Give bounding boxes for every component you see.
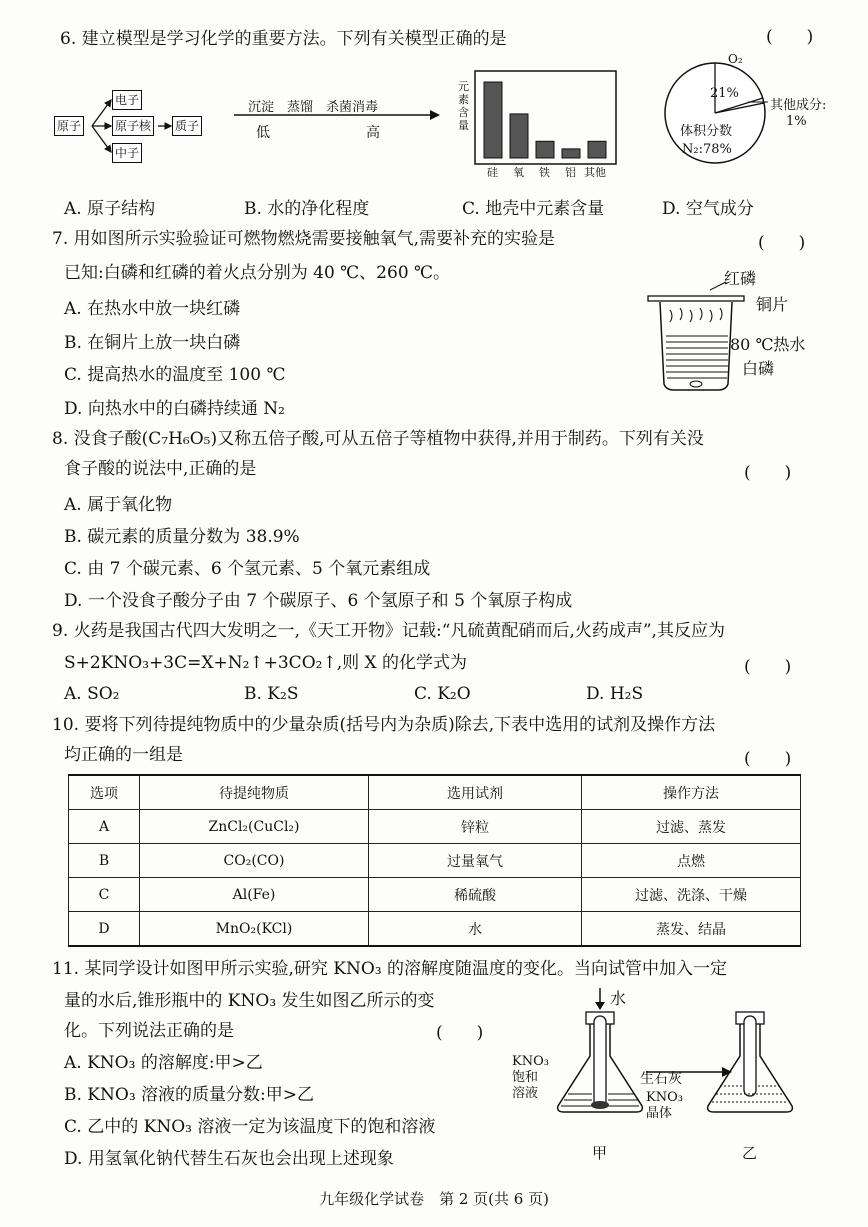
q8-option-d: D. 一个没食子酸分子由 7 个碳原子、6 个氢原子和 5 个氧原子构成: [64, 591, 573, 611]
kno3-solution-line: 溶液: [512, 1086, 539, 1101]
purify-low: 低: [256, 125, 270, 141]
red-p-label: 红磷: [724, 269, 757, 288]
proton-box: 质子: [172, 116, 202, 136]
table-row: [69, 912, 801, 947]
table-cell: 蒸发、结晶: [582, 912, 801, 947]
table-header: 选用试剂: [369, 775, 582, 810]
q11-stem-line1: 11. 某同学设计如图甲所示实验,研究 KNO₃ 的溶解度随温度的变化。当向试管中加入一定: [52, 959, 727, 979]
q7-option-b: B. 在铜片上放一块白磷: [64, 333, 241, 353]
crust-category-label: 硅: [487, 166, 498, 179]
crust-bar: [510, 114, 528, 158]
q11-option-a: A. KNO₃ 的溶解度:甲>乙: [64, 1053, 263, 1073]
table-cell: 过滤、蒸发: [582, 810, 801, 844]
q10-answer-paren: ( ): [744, 749, 792, 769]
purify-arrow: [232, 108, 442, 122]
table-cell: 稀硫酸: [369, 878, 582, 912]
flask-yi-label: 乙: [742, 1144, 758, 1162]
q10-stem-line1: 10. 要将下列待提纯物质中的少量杂质(括号内为杂质)除去,下表中选用的试剂及操作方法: [52, 715, 716, 735]
q9-option-a: A. SO₂: [64, 684, 120, 704]
white-p-label: 白磷: [742, 359, 775, 378]
lime-label: 生石灰: [640, 1071, 682, 1087]
table-cell: A: [69, 810, 140, 844]
table-header-row: [69, 775, 801, 810]
q10-options-table: [68, 774, 801, 947]
q7-known: 已知:白磷和红磷的着火点分别为 40 ℃、260 ℃。: [64, 263, 451, 283]
purify-steps: 沉淀 蒸馏 杀菌消毒: [248, 100, 379, 115]
atom-arrows: [0, 0, 240, 180]
o2-pct: 21%: [710, 86, 739, 101]
atom-box: 原子: [54, 116, 84, 136]
copper-label: 铜片: [756, 295, 789, 314]
table-cell: C: [69, 878, 140, 912]
flask-drawing: [550, 986, 850, 1132]
page-footer: 九年级化学试卷 第 2 页(共 6 页): [319, 1190, 549, 1208]
kno3-solution-line: 饱和: [512, 1070, 539, 1085]
q8-stem-line2: 食子酸的说法中,正确的是: [64, 459, 257, 479]
nucleus-box: 原子核: [112, 116, 154, 136]
q11-option-d: D. 用氢氧化钠代替生石灰也会出现上述现象: [64, 1149, 394, 1169]
q11-option-c: C. 乙中的 KNO₃ 溶液一定为该温度下的饱和溶液: [64, 1117, 436, 1137]
flask-jia-label: 甲: [592, 1144, 608, 1162]
table-cell: B: [69, 844, 140, 878]
electron-box: 电子: [112, 90, 142, 110]
table-cell: MnO₂(KCl): [140, 912, 369, 947]
crust-category-label: 氧: [513, 166, 524, 179]
table-header: 选项: [69, 775, 140, 810]
q6-option-c: C. 地壳中元素含量: [462, 199, 605, 219]
q8-option-b: B. 碳元素的质量分数为 38.9%: [64, 527, 300, 547]
q7-stem: 7. 用如图所示实验验证可燃物燃烧需要接触氧气,需要补充的实验是: [52, 229, 556, 249]
table-cell: 过滤、洗涤、干燥: [582, 878, 801, 912]
table-header: 待提纯物质: [140, 775, 369, 810]
table-cell: Al(Fe): [140, 878, 369, 912]
q8-option-c: C. 由 7 个碳元素、6 个氢元素、5 个氧元素组成: [64, 559, 431, 579]
purify-high: 高: [366, 125, 380, 141]
q11-answer-paren: ( ): [436, 1023, 484, 1043]
crust-bar: [562, 149, 580, 158]
q6-option-a: A. 原子结构: [64, 199, 156, 219]
q6-option-d: D. 空气成分: [662, 199, 754, 219]
crust-bar: [484, 82, 502, 158]
crystal-line: KNO₃: [646, 1090, 683, 1105]
q7-option-a: A. 在热水中放一块红磷: [64, 299, 241, 319]
other-pct: 1%: [786, 114, 807, 129]
pie-center-label: 体积分数: [680, 124, 733, 139]
q11-stem-line2: 量的水后,锥形瓶中的 KNO₃ 发生如图乙所示的变: [64, 991, 435, 1011]
neutron-box: 中子: [112, 143, 142, 163]
q7-option-d: D. 向热水中的白磷持续通 N₂: [64, 399, 285, 419]
crystal-label: [646, 1090, 683, 1122]
q9-option-d: D. H₂S: [586, 684, 644, 704]
table-cell: 锌粒: [369, 810, 582, 844]
q9-stem-line2: S+2KNO₃+3C=X+N₂↑+3CO₂↑,则 X 的化学式为: [64, 653, 468, 673]
kno3-solution-line: KNO₃: [512, 1054, 549, 1069]
q6-option-b: B. 水的净化程度: [244, 199, 370, 219]
q7-answer-paren: ( ): [758, 233, 806, 253]
table-row: [69, 844, 801, 878]
table-row: [69, 878, 801, 912]
q11-option-b: B. KNO₃ 溶液的质量分数:甲>乙: [64, 1085, 315, 1105]
q11-stem-line3: 化。下列说法正确的是: [64, 1021, 234, 1041]
crust-bar: [536, 141, 554, 158]
n2-label: N₂:78%: [682, 142, 732, 157]
crystal-line: 晶体: [646, 1106, 673, 1121]
table-cell: ZnCl₂(CuCl₂): [140, 810, 369, 844]
q9-option-c: C. K₂O: [414, 684, 471, 704]
q9-option-b: B. K₂S: [244, 684, 299, 704]
table-cell: CO₂(CO): [140, 844, 369, 878]
crust-ylabel: 元素含量: [458, 80, 469, 132]
q9-answer-paren: ( ): [744, 657, 792, 677]
crust-category-label: 铁: [539, 166, 550, 179]
table-header: 操作方法: [582, 775, 801, 810]
q8-stem-line1: 8. 没食子酸(C₇H₆O₅)又称五倍子酸,可从五倍子等植物中获得,并用于制药。下列有关没: [52, 429, 704, 449]
q9-stem-line1: 9. 火药是我国古代四大发明之一,《天工开物》记载:“凡硫黄配硝而后,火药成声”,其反应为: [52, 621, 725, 641]
water-label: 水: [610, 989, 627, 1008]
table-cell: 过量氧气: [369, 844, 582, 878]
hot-water-label: 80 ℃热水: [730, 335, 806, 354]
q8-option-a: A. 属于氧化物: [64, 495, 173, 515]
crust-bar: [588, 141, 606, 158]
table-cell: D: [69, 912, 140, 947]
q8-answer-paren: ( ): [744, 463, 792, 483]
q6-answer-paren: ( ): [766, 27, 814, 47]
table-cell: 点燃: [582, 844, 801, 878]
q10-stem-line2: 均正确的一组是: [64, 745, 183, 765]
crust-category-label: 铝: [565, 166, 576, 179]
crust-category-label: 其他: [584, 166, 606, 179]
q7-option-c: C. 提高热水的温度至 100 ℃: [64, 365, 286, 385]
other-label: 其他成分:: [770, 98, 827, 113]
table-row: [69, 810, 801, 844]
q6-stem: 6. 建立模型是学习化学的重要方法。下列有关模型正确的是: [60, 29, 507, 49]
table-cell: 水: [369, 912, 582, 947]
kno3-solution-label: [512, 1054, 549, 1102]
o2-label: O₂: [728, 52, 743, 66]
